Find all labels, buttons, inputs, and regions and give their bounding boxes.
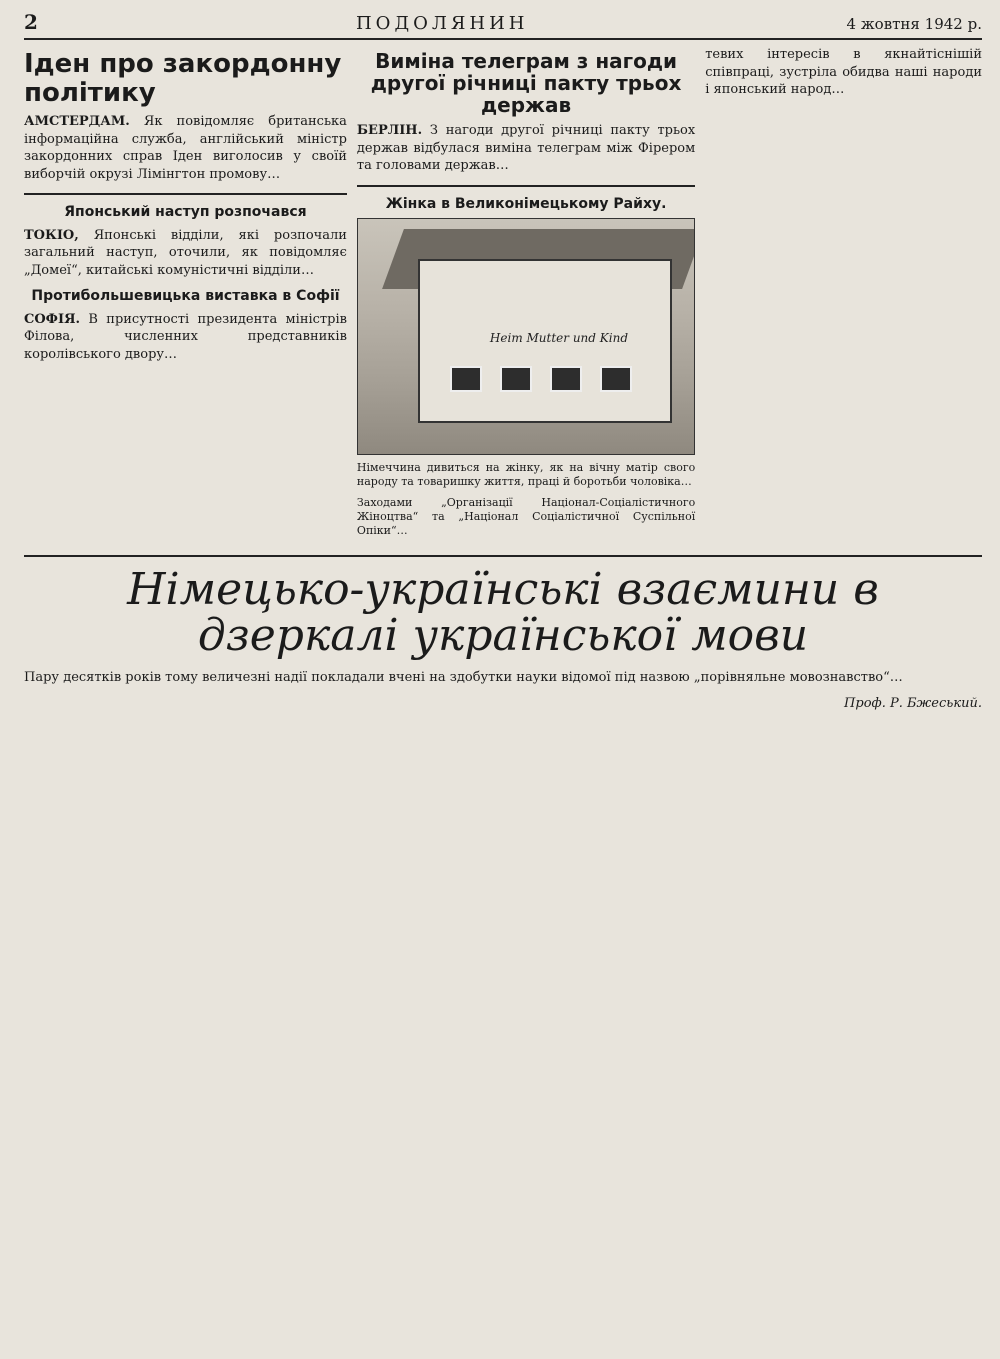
article-eden	[24, 113, 347, 183]
divider	[357, 185, 695, 187]
top-middle-column	[357, 46, 695, 545]
headline-language: Німецько-українські взаємини в дзеркалі української мови	[127, 563, 879, 661]
dateline-berlin: БЕРЛІН.	[356, 123, 423, 138]
excerpt-telegrams: З нагоди другої річниці пакту трьох держав відбулася виміна телеграм між Фірером та головами держав…	[356, 123, 696, 174]
excerpt-language: Пару десятків років тому величезні надії покладали вчені на здобутки науки відомої під назвою „порівняльне мовознавство“…	[24, 669, 903, 685]
photo-sign: Heim Mutter und Kind	[489, 331, 628, 346]
dateline-sofia: СОФІЯ.	[24, 311, 81, 327]
dateline-tokyo: ТОКІО,	[24, 227, 79, 243]
top-section	[24, 46, 982, 545]
paper-name: ПОДОЛЯНИН	[355, 13, 529, 34]
article-japan	[24, 227, 347, 280]
page-number: 2	[24, 10, 38, 34]
top-left-column	[24, 46, 347, 545]
excerpt-sofia: В присутності президента міністрів Філова, численних представників королівського двору…	[24, 311, 347, 362]
headline-japan: Японський наступ розпочався	[64, 204, 307, 221]
photo-title: Жінка в Великонімецькому Райху.	[385, 195, 667, 212]
excerpt-japan: Японські відділи, які розпочали загальний наступ, оточили, як повідомляє „Домеї“, китайські комуністичні відділи…	[24, 227, 347, 278]
photo-window	[600, 366, 632, 392]
photo-house	[418, 259, 672, 423]
divider	[24, 193, 347, 195]
excerpt-continuation: тевих інтересів в якнайтіснішій співпраці, зустріла обидва наші народи і японський народ…	[705, 47, 982, 98]
headline-sofia: Протибольшевицька виставка в Софії	[31, 288, 340, 305]
article-telegrams	[357, 122, 695, 175]
top-right-column	[705, 46, 982, 545]
dateline-amsterdam: АМСТЕРДАМ.	[24, 114, 130, 130]
photo-window	[500, 366, 532, 392]
photo-caption-1: Німеччина дивиться на жінку, як на вічну матір свого народу та товаришку життя, праці й боротьби чоловіка…	[356, 461, 696, 489]
excerpt-eden: Як повідомляє британська інформаційна служба, англійський міністр закордонних справ Іден виголосив у своїй виборчій окрузі Лімінгтон промову…	[24, 114, 347, 182]
author-signature: Проф. Р. Бжеський.	[844, 696, 982, 712]
house-photo	[357, 218, 695, 455]
photo-window	[550, 366, 582, 392]
headline-eden: Іден про закордонну політику	[24, 49, 342, 108]
photo-window	[450, 366, 482, 392]
bottom-section	[24, 563, 982, 712]
article-sofia	[24, 311, 347, 364]
divider	[24, 555, 982, 557]
issue-date: 4 жовтня 1942 р.	[846, 15, 982, 33]
photo-caption-2: Заходами „Організації Націонал-Соціалістичного Жіноцтва“ та „Націонал Соціалістичної Суспільної Опіки“…	[356, 495, 696, 538]
headline-telegrams: Виміна телеграм з нагоди другої річниці пакту трьох держав	[370, 49, 682, 117]
masthead	[24, 10, 982, 40]
